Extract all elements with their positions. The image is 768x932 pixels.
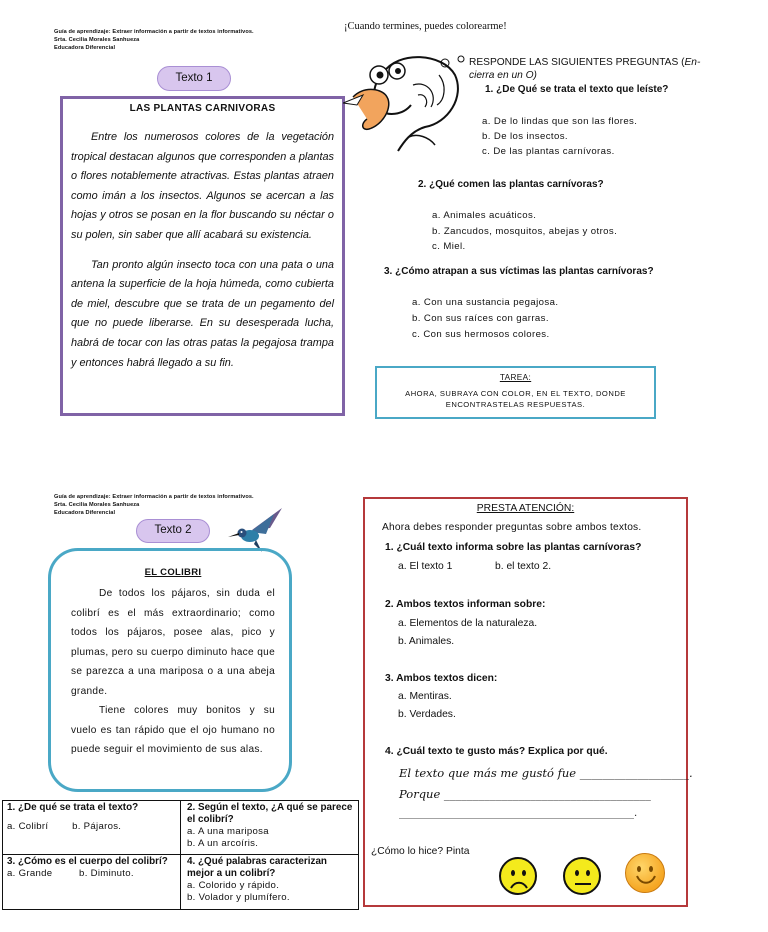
presta-intro: Ahora debes responder preguntas sobre ambos textos. (382, 522, 642, 533)
presta-q4: 4. ¿Cuál texto te gusto más? Explica por qué. (385, 746, 608, 757)
option[interactable]: c. De las plantas carnívoras. (482, 146, 615, 157)
header-line: Educadora Diferencial (54, 510, 116, 517)
option[interactable]: c. Con sus hermosos colores. (412, 328, 550, 340)
texto2-title: EL COLIBRI (144, 567, 202, 578)
texto1-paragraph: Entre los numerosos colores de la vegetación tropical destacan algunos que corresponden a plantas o flores notablemente atractivas. Estas plantas atraen como imán a los insectos. Algunos se acercan a las hojas y otros se posan en la flor buscando su néctar o su polen, sin saber que allí acabará su existencia. (71, 131, 334, 241)
header-block (54, 493, 254, 518)
answer-line[interactable]: El texto que más me gustó fue ___________________. (399, 766, 693, 780)
table-option[interactable]: a. Colibrí b. Pájaros. (7, 821, 122, 832)
option[interactable]: a. De lo lindas que son las flores. (482, 116, 638, 127)
table-question: 4. ¿Qué palabras caracterizan mejor a un colibrí? (187, 856, 327, 879)
question-1: 1. ¿De Qué se trata el texto que leíste? (485, 84, 669, 95)
instructions-italic: cierra en un O) (469, 69, 537, 81)
table-question: 1. ¿De qué se trata el texto? (7, 802, 139, 813)
presta-option[interactable]: b. Verdades. (398, 709, 456, 720)
presta-option[interactable]: a. Elementos de la naturaleza. (398, 618, 538, 629)
texto2-label: Texto 2 (136, 519, 210, 543)
table-question: 3. ¿Cómo es el cuerpo del colibrí? (7, 856, 168, 867)
texto2-paragraph: De todos los pájaros, sin duda el colibrí es el más extraordinario; como todos los pájaros, posee alas, pico y plumas, pero su cuerpo diminuto hace que se parezca a una mariposa o a una abeja grande. (71, 588, 275, 697)
texto1-paragraph: Tan pronto algún insecto toca con una pata o una antena la superficie de la hoja húmeda, como cubierta de miel, descubre que se trata de un pegamento del que no puede liberarse. En su desesperada lucha, habrá de tocar con las otras patas la pegajosa trampa y entonces habrá llegado a su fin. (71, 258, 334, 369)
texto1-title: LAS PLANTAS CARNIVORAS (129, 103, 276, 114)
option[interactable]: c. Miel. (432, 241, 466, 252)
option[interactable]: a. Con una sustancia pegajosa. (412, 297, 559, 308)
table-option[interactable]: a. A una mariposa (187, 826, 269, 837)
presta-q1: 1. ¿Cuál texto informa sobre las plantas carnívoras? (385, 542, 642, 553)
carnivorous-plant-illustration (343, 45, 473, 155)
answer-line[interactable]: _______________________________________________. (399, 808, 638, 819)
table-cell (181, 801, 359, 855)
self-assessment-label: ¿Cómo lo hice? Pinta (371, 846, 470, 857)
option[interactable]: b. De los insectos. (482, 131, 568, 142)
table-option[interactable]: b. Volador y plumífero. (187, 892, 290, 903)
table-cell (181, 855, 359, 910)
happy-face-icon[interactable] (625, 853, 665, 893)
presta-option[interactable]: a. El texto 1 (398, 561, 453, 572)
header-line: Guía de aprendizaje: Extraer información a partir de textos informativos. (54, 494, 254, 500)
instructions-italic: En- (684, 57, 701, 68)
presta-option[interactable]: b. Animales. (398, 636, 455, 647)
header-line: Guía de aprendizaje: Extraer información a partir de textos informativos. (54, 29, 254, 35)
question-3: 3. ¿Cómo atrapan a sus víctimas las plantas carnívoras? (384, 266, 654, 277)
option[interactable]: a. Animales acuáticos. (432, 210, 537, 221)
presta-title: PRESTA ATENCIÓN: (476, 503, 575, 514)
question-3-options (412, 295, 558, 342)
table-option[interactable]: a. Colorido y rápido. (187, 880, 280, 891)
question-table (2, 800, 359, 910)
presta-q2: 2. Ambos textos informan sobre: (385, 599, 546, 610)
tarea-line: ENCONTRASTELAS RESPUESTAS. (445, 400, 586, 409)
texto1-box (60, 96, 345, 416)
texto2-box (48, 548, 292, 792)
color-note: ¡Cuando termines, puedes colorearme! (344, 21, 507, 32)
presta-q3: 3. Ambos textos dicen: (385, 673, 498, 684)
texto2-paragraph: Tiene colores muy bonitos y su vuelo es tan rápido que el ojo humano no puede seguir el movimiento de sus alas. (71, 705, 275, 755)
option[interactable]: b. Con sus raíces con garras. (412, 312, 549, 324)
tarea-line: AHORA, SUBRAYA CON COLOR, EN EL TEXTO, DONDE (405, 389, 626, 398)
hummingbird-icon (226, 506, 286, 554)
question-2: 2. ¿Qué comen las plantas carnívoras? (418, 179, 604, 190)
texto1-label: Texto 1 (157, 66, 231, 91)
table-question: 2. Según el texto, ¿A qué se parece el colibrí? (187, 802, 353, 825)
header-line: Educadora Diferencial (54, 45, 116, 52)
table-option[interactable]: b. A un arcoíris. (187, 838, 259, 849)
question-1-options (482, 114, 637, 159)
question-2-options (432, 208, 617, 255)
header-line: Srta. Cecilia Morales Sanhueza (54, 37, 140, 44)
answer-line[interactable]: Porque ____________________________________ (399, 787, 651, 801)
neutral-face-icon[interactable] (563, 857, 601, 895)
tarea-title: TAREA: (499, 373, 532, 382)
sad-face-icon[interactable] (499, 857, 537, 895)
instructions (469, 57, 700, 82)
header-line: Srta. Cecilia Morales Sanhueza (54, 502, 140, 509)
presta-option[interactable]: a. Mentiras. (398, 691, 452, 702)
tarea-box (375, 366, 656, 419)
table-option[interactable]: a. Grande b. Diminuto. (7, 868, 134, 879)
table-cell (3, 855, 181, 910)
option[interactable]: b. Zancudos, mosquitos, abejas y otros. (432, 225, 618, 237)
instructions-text: RESPONDE LAS SIGUIENTES PREGUNTAS ( (469, 57, 685, 68)
header-block (54, 28, 254, 53)
table-cell (3, 801, 181, 855)
presta-option[interactable]: b. el texto 2. (495, 561, 552, 572)
